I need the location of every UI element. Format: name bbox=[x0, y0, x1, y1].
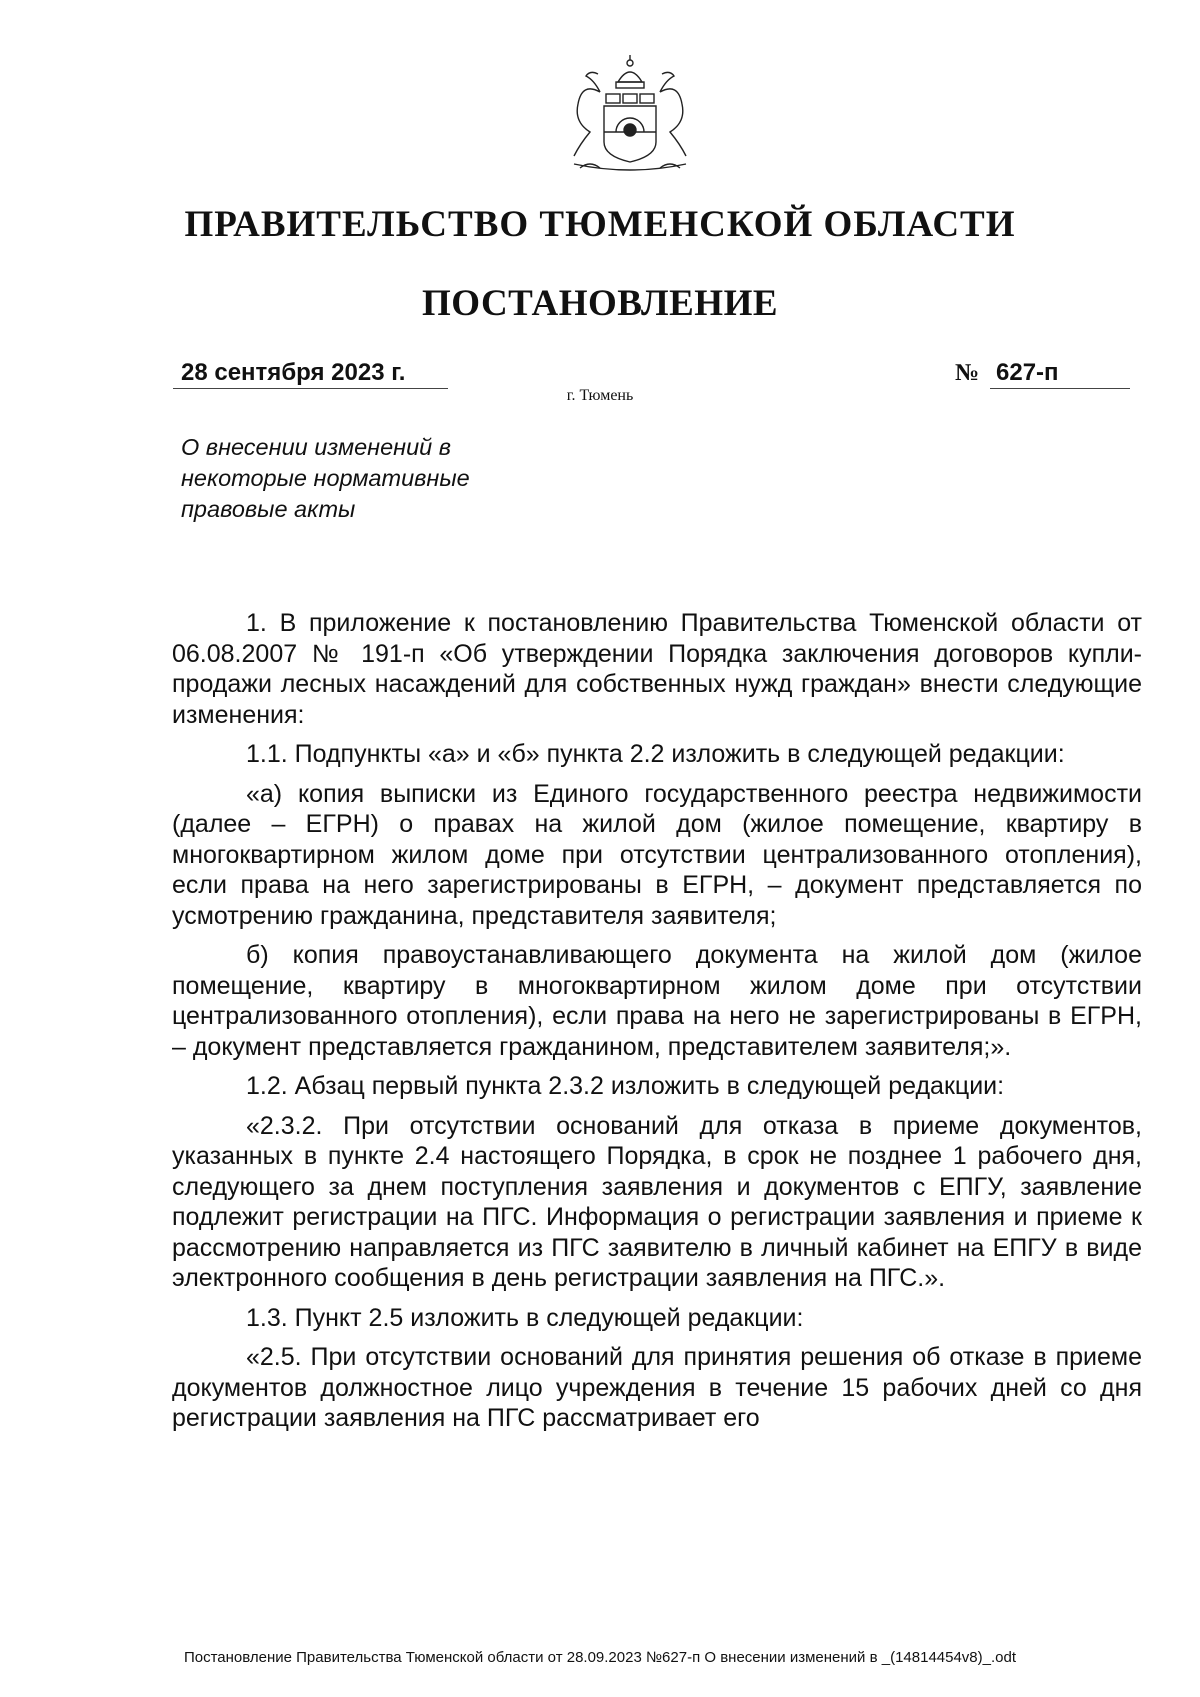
paragraph: «2.3.2. При отсутствии оснований для отказа в приеме документов, указанных в пункте 2.4 настоящего Порядка, в срок не позднее 1 рабочего дня, следующего за днем поступления заявления и документов с ЕПГУ, заявление подлежит регистрации на ПГС. Информация о регистрации заявления и приеме к рассмотрению направляется из ПГС заявителю в личный кабинет на ЕПГУ в виде электронного сообщения в день регистрации заявления на ПГС.». bbox=[172, 1111, 1142, 1292]
city: г. Тюмень bbox=[566, 387, 634, 404]
organization-title: ПРАВИТЕЛЬСТВО ТЮМЕНСКОЙ ОБЛАСТИ bbox=[184, 204, 1016, 245]
coat-of-arms-icon bbox=[560, 52, 700, 174]
number-label: № bbox=[955, 360, 980, 386]
document-body bbox=[172, 608, 1142, 1443]
paragraph: 1.2. Абзац первый пункта 2.3.2 изложить в следующей редакции: bbox=[246, 1072, 1005, 1100]
paragraph: «а) копия выписки из Единого государственного реестра недвижимости (далее – ЕГРН) о правах на жилой дом (жилое помещение, квартиру в многоквартирном жилом доме при отсутствии централизованного отопления), если права на него зарегистрированы в ЕГРН, – документ представляется по усмотрению гражданина, представителя заявителя; bbox=[172, 779, 1142, 930]
paragraph: 1. В приложение к постановлению Правительства Тюменской области от 06.08.2007 № 191-п «Об утверждении Порядка заключения договоров купли-продажи лесных насаждений для собственных нужд граждан» внести следующие изменения: bbox=[172, 609, 1142, 729]
document-subject bbox=[181, 432, 541, 525]
subject-line: О внесении изменений в bbox=[181, 434, 452, 460]
paragraph: б) копия правоустанавливающего документа на жилой дом (жилое помещение, квартиру в многоквартирном жилом доме при отсутствии централизованного отопления), если права на него не зарегистрированы в ЕГРН, – документ представляется гражданином, представителем заявителя;». bbox=[172, 941, 1142, 1061]
subject-line: правовые акты bbox=[181, 496, 356, 522]
paragraph: «2.5. При отсутствии оснований для принятия решения об отказе в приеме документов должностное лицо учреждения в течение 15 рабочих дней со дня регистрации заявления на ПГС рассматривает его bbox=[172, 1343, 1142, 1432]
paragraph: 1.3. Пункт 2.5 изложить в следующей редакции: bbox=[246, 1303, 804, 1332]
subject-line: некоторые нормативные bbox=[181, 465, 470, 491]
document-date: 28 сентября 2023 г. bbox=[173, 358, 448, 389]
page-footer: Постановление Правительства Тюменской области от 28.09.2023 №627-п О внесении изменений в _(14814454v8)_.odt bbox=[183, 1649, 1017, 1666]
document-kind: ПОСТАНОВЛЕНИЕ bbox=[421, 283, 779, 324]
paragraph: 1.1. Подпункты «а» и «б» пункта 2.2 изложить в следующей редакции: bbox=[246, 740, 1065, 768]
document-number: 627-п bbox=[990, 358, 1130, 389]
